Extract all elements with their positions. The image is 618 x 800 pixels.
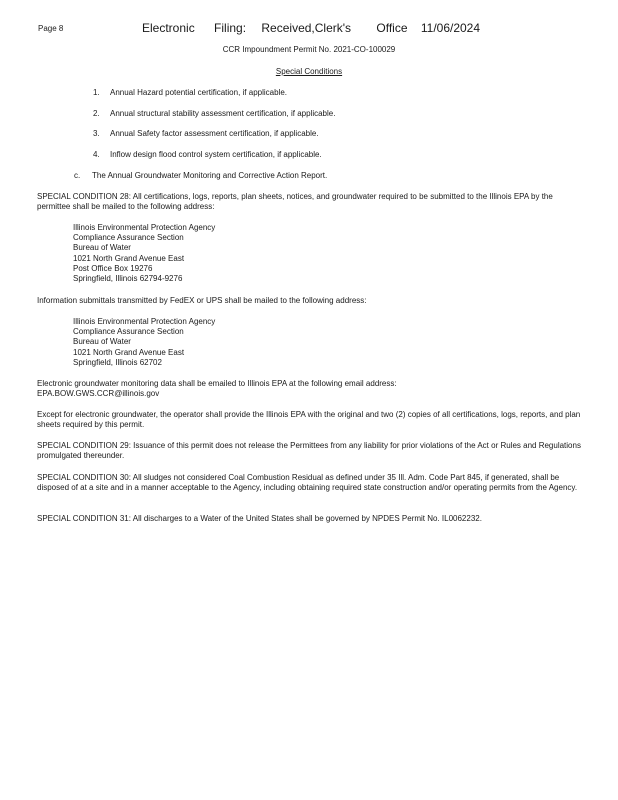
stamp-filing: Filing: xyxy=(214,21,247,35)
section-title: Special Conditions xyxy=(275,67,343,76)
item-text: Annual Hazard potential certification, if applicable. xyxy=(110,88,287,97)
page-number: Page 8 xyxy=(38,24,64,33)
stamp-electronic: Electronic xyxy=(142,21,195,35)
special-condition-30: SPECIAL CONDITION 30: All sludges not considered Coal Combustion Residual as defined under 35 Ill. Adm. Code Part 845, if generated, shall be disposed of at a site and in a manner acceptable to the Agency, including obtaining required state construction and/or operating permits from the Agency. xyxy=(37,473,578,492)
item-text: The Annual Groundwater Monitoring and Corrective Action Report. xyxy=(92,171,328,180)
email-paragraph: Electronic groundwater monitoring data shall be emailed to Illinois EPA at the following email address: xyxy=(37,379,397,388)
item-number: 2. xyxy=(93,109,100,118)
item-text: Annual Safety factor assessment certification, if applicable. xyxy=(110,129,319,138)
item-text: Inflow design flood control system certification, if applicable. xyxy=(110,150,322,159)
item-text: Annual structural stability assessment certification, if applicable. xyxy=(110,109,336,118)
stamp-date: 11/06/2024 xyxy=(420,21,481,35)
address-line: 1021 North Grand Avenue East xyxy=(73,253,185,263)
email-address: EPA.BOW.GWS.CCR@illinois.gov xyxy=(37,389,160,398)
address-line: Post Office Box 19276 xyxy=(73,263,153,273)
filing-stamp xyxy=(142,21,480,35)
item-number: 4. xyxy=(93,150,100,159)
address-line: Springfield, Illinois 62702 xyxy=(73,357,162,367)
address-line: Bureau of Water xyxy=(73,337,131,347)
except-paragraph: Except for electronic groundwater, the operator shall provide the Illinois EPA with the original and two (2) copies of all certifications, logs, reports, and plan sheets required by this permit. xyxy=(37,410,581,429)
address-line: Compliance Assurance Section xyxy=(73,327,184,337)
fedex-paragraph: Information submittals transmitted by FedEX or UPS shall be mailed to the following address: xyxy=(37,296,367,305)
address-line: Springfield, Illinois 62794-9276 xyxy=(73,274,183,284)
mailing-address xyxy=(73,223,215,284)
special-condition-28: SPECIAL CONDITION 28: All certifications, logs, reports, plan sheets, notices, and groundwater required to be submitted to the Illinois EPA by the permittee shall be mailed to the following address: xyxy=(37,192,553,211)
courier-address xyxy=(73,317,215,368)
item-letter: c. xyxy=(74,171,81,180)
special-condition-29: SPECIAL CONDITION 29: Issuance of this permit does not release the Permittees from any liability for prior violations of the Act or Rules and Regulations promulgated thereunder. xyxy=(37,441,581,460)
special-condition-31: SPECIAL CONDITION 31: All discharges to a Water of the United States shall be governed by NPDES Permit No. IL0062232. xyxy=(37,514,482,523)
item-number: 3. xyxy=(93,129,100,138)
stamp-received: Received,Clerk's xyxy=(261,21,352,35)
item-number: 1. xyxy=(93,88,100,97)
permit-title: CCR Impoundment Permit No. 2021-CO-100029 xyxy=(222,45,396,54)
stamp-office: Office xyxy=(376,21,408,35)
address-line: Illinois Environmental Protection Agency xyxy=(73,223,216,232)
address-line: 1021 North Grand Avenue East xyxy=(73,347,185,357)
address-line: Compliance Assurance Section xyxy=(73,233,184,243)
address-line: Bureau of Water xyxy=(73,243,131,253)
address-line: Illinois Environmental Protection Agency xyxy=(73,317,216,326)
